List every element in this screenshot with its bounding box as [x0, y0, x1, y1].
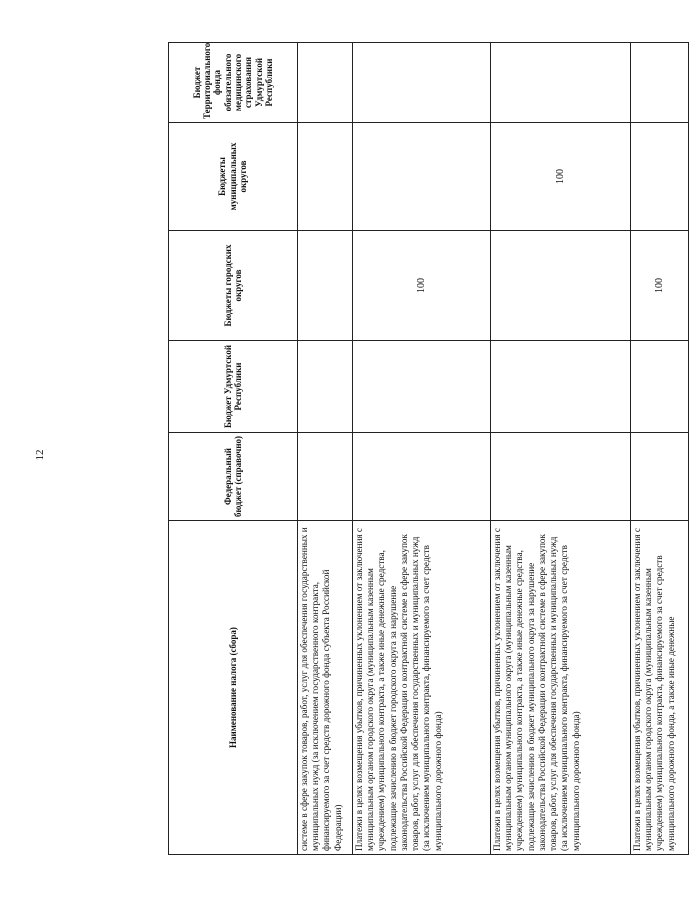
- table-row: [298, 43, 353, 855]
- header-federal-budget: Федеральный бюджет (справочно): [169, 433, 298, 521]
- header-municipal-budgets: Бюджеты муниципальных округов: [169, 123, 298, 231]
- table-header-row: [169, 43, 298, 855]
- cell-municipal: [298, 123, 353, 231]
- cell-udmurt: [298, 341, 353, 433]
- cell-tfoms: [298, 43, 353, 123]
- cell-tfoms: [353, 43, 491, 123]
- table-row: [631, 43, 689, 855]
- page-number: 12: [34, 449, 46, 461]
- cell-udmurt: [491, 341, 631, 433]
- cell-municipal: 100: [491, 123, 631, 231]
- header-tax-name: Наименование налога (сбора): [169, 521, 298, 855]
- cell-city: 100: [353, 231, 491, 341]
- cell-tfoms: [631, 43, 689, 123]
- header-city-budgets: Бюджеты городских округов: [169, 231, 298, 341]
- rotated-table-container: [168, 42, 676, 855]
- cell-federal: [631, 433, 689, 521]
- cell-municipal: [353, 123, 491, 231]
- cell-city: [298, 231, 353, 341]
- tax-distribution-table: [168, 42, 689, 855]
- table-row: [491, 43, 631, 855]
- cell-city: 100: [631, 231, 689, 341]
- cell-municipal: [631, 123, 689, 231]
- cell-federal: [353, 433, 491, 521]
- cell-udmurt: [631, 341, 689, 433]
- cell-federal: [491, 433, 631, 521]
- table-row: [353, 43, 491, 855]
- cell-tax-name: Платежи в целях возмещения убытков, причиненных уклонением от заключения с муниципальным органом городского округа (муниципальным казенным учреждением) муниципального контракта, а также иные денежные средства, подлежащие зачислению в бюджет городского округа за нарушение законодательства Российской Федерации о контрактной системе в сфере закупок товаров, работ, услуг для обеспечения государственных и муниципальных нужд (за исключением муниципального контракта, финансируемого за счет средств муниципального дорожного фонда): [353, 521, 491, 855]
- header-udmurt-budget: Бюджет Удмуртской Республики: [169, 341, 298, 433]
- cell-tax-name: системе в сфере закупок товаров, работ, услуг для обеспечения государственных и муниципальных нужд (за исключением государственного контракта, финансируемого за счет средств дорожного фонда субъекта Российской Федерации): [298, 521, 353, 855]
- cell-tfoms: [491, 43, 631, 123]
- cell-tax-name: Платежи в целях возмещения убытков, причиненных уклонением от заключения с муниципальным органом городского округа (муниципальным казенным учреждением) муниципального контракта, финансируемого за счет средств муниципального дорожного фонда, а также иные денежные: [631, 521, 689, 855]
- header-tfoms-budget: Бюджет Территориального фонда обязательного медицинского страхования Удмуртской Республики: [169, 43, 298, 123]
- cell-federal: [298, 433, 353, 521]
- cell-tax-name: Платежи в целях возмещения убытков, причиненных уклонением от заключения с муниципальным органом муниципального округа (муниципальным казенным учреждением) муниципального контракта, а также иные денежные средства, подлежащие зачислению в бюджет муниципального округа за нарушение законодательства Российской Федерации о контрактной системе в сфере закупок товаров, работ, услуг для обеспечения государственных и муниципальных нужд (за исключением муниципального контракта, финансируемого за счет средств муниципального дорожного фонда): [491, 521, 631, 855]
- cell-city: [491, 231, 631, 341]
- cell-udmurt: [353, 341, 491, 433]
